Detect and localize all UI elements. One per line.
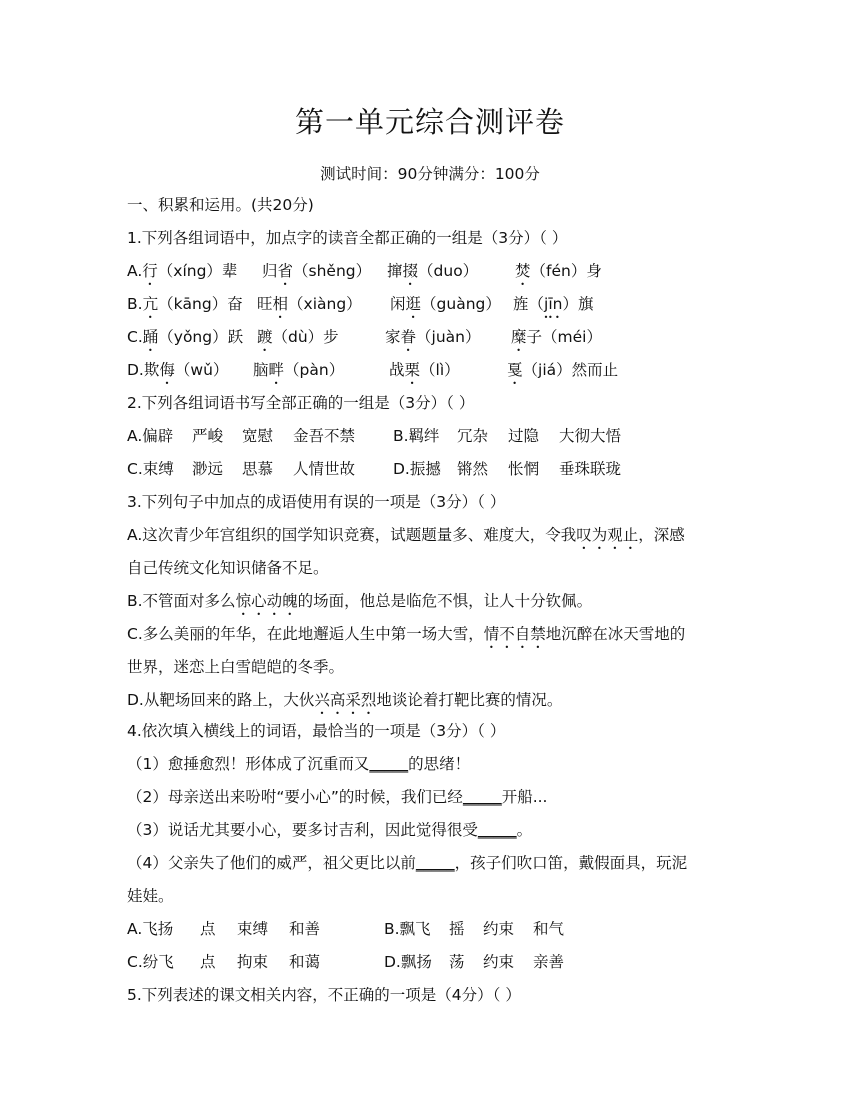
q1-a-item: A.行（xíng）辈 [127,262,238,280]
q2-a-w4: 金吾不禁 [293,427,356,445]
q2-d-w3: 怅惘 [508,460,540,478]
question-3-option-a: A.这次青少年宫组织的国学知识竞赛，试题题量多、难度大，令我叹为观止，深感 [127,526,685,544]
q2-b-w3: 过隐 [508,427,540,445]
q1-c-item: 糜子（méi） [511,328,602,346]
question-3-option-c-cont: 世界，迷恋上白雪皑皑的冬季。 [127,658,345,676]
q4-d-w3: 约束 [483,953,515,971]
q1-b-item: 旌（jīn）旗 [513,295,594,313]
q4-b-w3: 约束 [483,920,515,938]
question-4-sentence-2: （2）母亲送出来吩咐“要小心”的时候，我们已经_____开船... [127,788,548,806]
q1-a-item: 撺掇（duo） [387,262,479,280]
q2-a-w1: A.偏辟 [127,427,174,445]
q2-b-w1: B.羁绊 [393,427,440,445]
fill-blank: _____ [415,854,455,872]
q1-c-item: 家眷（juàn） [385,328,481,346]
q1-c-item: C.踊（yǒng）跃 [127,328,244,346]
q2-d-w2: 锵然 [457,460,489,478]
q1-b-item: 闲逛（guàng） [390,295,501,313]
question-4-stem: 4.依次填入横线上的词语，最恰当的一项是（3分）（ ） [127,722,506,740]
q4-c-w2: 点 [200,953,216,971]
q4-c-w4: 和蔼 [289,953,321,971]
q1-d-item: D.欺侮（wǔ） [127,361,229,379]
question-5-stem: 5.下列表述的课文相关内容，不正确的一项是（4分）（ ） [127,986,521,1004]
q1-a-item: 归省（shěng） [262,262,372,280]
question-4-sentence-4-cont: 娃娃。 [127,887,174,905]
q2-c-w2: 渺远 [192,460,224,478]
question-3-option-c: C.多么美丽的年华，在此地邂逅人生中第一场大雪，情不自禁地沉醉在冰天雪地的 [127,625,686,643]
q1-d-item: 戛（jiá）然而止 [507,361,619,379]
q4-b-w2: 摇 [449,920,465,938]
question-3-stem: 3.下列句子中加点的成语使用有误的一项是（3分）（ ） [127,493,506,511]
q2-c-w4: 人情世故 [293,460,356,478]
fill-blank: _____ [477,821,517,839]
q2-a-w2: 严峻 [192,427,224,445]
q4-a-w4: 和善 [289,920,321,938]
q1-d-item: 战栗（lì） [389,361,460,379]
question-1-stem: 1.下列各组词语中，加点字的读音全都正确的一组是（3分）（ ） [127,229,568,247]
question-4-sentence-3: （3）说话尤其要小心，要多讨吉利，因此觉得很受_____。 [127,821,533,839]
question-3-option-b: B.不管面对多么惊心动魄的场面，他总是临危不惧，让人十分钦佩。 [127,592,593,610]
q4-c-w3: 拘束 [237,953,269,971]
q1-b-item: 旺相（xiàng） [257,295,362,313]
q4-a-w2: 点 [200,920,216,938]
fill-blank: _____ [369,755,409,773]
q4-a-w3: 束缚 [237,920,269,938]
question-3-option-d: D.从靶场回来的路上，大伙兴高采烈地谈论着打靶比赛的情况。 [127,691,563,709]
fill-blank: _____ [462,788,502,806]
exam-info: 测试时间：90分钟满分：100分 [320,165,540,183]
question-3-option-a-cont: 自己传统文化知识储备不足。 [127,559,329,577]
q4-b-w4: 和气 [533,920,565,938]
q1-b-item: B.亢（kāng）奋 [127,295,243,313]
q1-a-item: 焚（fén）身 [515,262,602,280]
q4-d-w1: D.飘扬 [384,953,432,971]
question-4-sentence-1: （1）愈捶愈烈！形体成了沉重而又_____的思绪！ [127,755,471,773]
section-heading: 一、积累和运用。(共20分) [127,196,314,214]
q2-b-w4: 大彻大悟 [559,427,622,445]
question-4-sentence-4: （4）父亲失了他们的威严，祖父更比以前_____，孩子们吹口笛，戴假面具，玩泥 [127,854,688,872]
q4-c-w1: C.纷飞 [127,953,174,971]
q2-c-w1: C.束缚 [127,460,174,478]
q1-d-item: 脑畔（pàn） [253,361,345,379]
q2-a-w3: 宽慰 [242,427,274,445]
q1-c-item: 踱（dù）步 [257,328,339,346]
question-2-stem: 2.下列各组词语书写全部正确的一组是（3分）（ ） [127,394,475,412]
q2-c-w3: 思慕 [242,460,274,478]
q2-b-w2: 冗杂 [457,427,489,445]
q2-d-w1: D.振撼 [393,460,441,478]
q4-a-w1: A.飞扬 [127,920,174,938]
page-title: 第一单元综合测评卷 [294,105,565,139]
q4-d-w2: 荡 [449,953,465,971]
q4-d-w4: 亲善 [533,953,565,971]
q2-d-w4: 垂珠联珑 [559,460,622,478]
q4-b-w1: B.飘飞 [384,920,431,938]
